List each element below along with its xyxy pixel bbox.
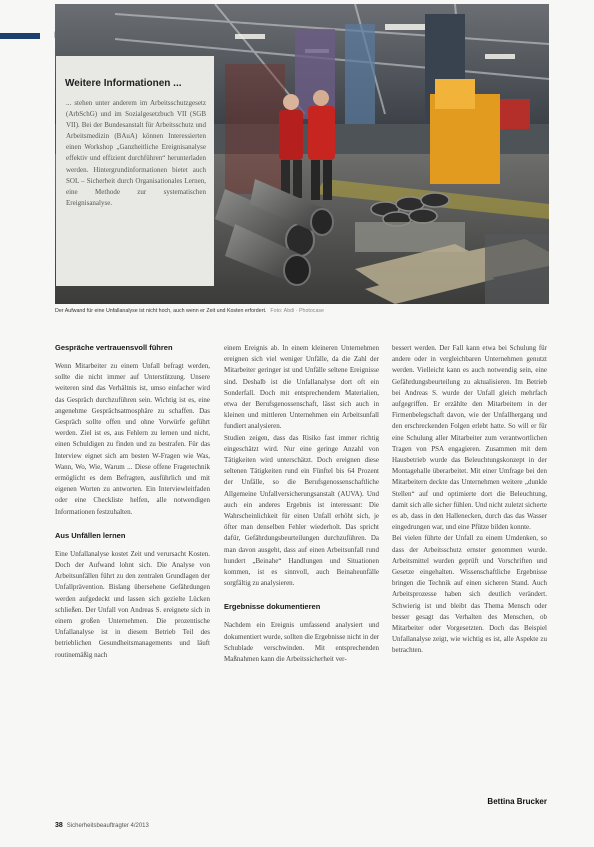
paragraph: Wenn Mitarbeiter zu einem Unfall befragt werden, sollte die nicht immer auf Unterstützung. Unsere weiteren sind das Verhältnis ist, umso einfacher wird das Gespräch durchzuführen sein. Wichtig ist es, eine angenehme Gesprächsatmosphäre zu schaffen. Das Gespräch sollte offen und ohne Vorwürfe geführt werden. Ziel ist es, aus Fehlern zu lernen und nicht, einen Schuldigen zu finden und zu bestrafen. Für das Interview eignet sich am besten W-Fragen wie Was, Wann, Wo, Wie, Warum ... Diese offene Fragetechnik ermöglicht es dem Befragten, ausführlich und mit eigenen Worten zu antworten. Ein Interviewleitfaden oder eine Checkliste helfen, alle notwendigen Informationen festzuhalten. <box>55 362 210 516</box>
section-marker-bar <box>0 33 40 39</box>
info-box-title: Weitere Informationen ... <box>65 78 182 89</box>
journal-name: Sicherheitsbeauftragter 4/2013 <box>66 823 149 829</box>
paragraph: Studien zeigen, dass das Risiko fast immer richtig eingeschätzt wird. Nur eine geringe Anzahl von Tätigkeiten wird unterschätzt. Doch ereignen diese seltenen Tätigkeiten rund ein Fünftel bis 64 Prozent der Unfälle, so die Berufsgenossenschaftliche Allgemeine Unfallversicherungsanstalt (AUVA). Und auch ein anderes Ergebnis ist interessant: Die Wahrscheinlichkeit für einen Unfall erhöht sich, je öfter man denselben Fehler wiederholt. Das spricht dafür, Gefährdungsbeurteilungen durchzuführen. Da man davon ausgeht, dass auf einen Arbeitsunfall rund hundert „Beinahe“ Handlungen und Situationen kommen, ist es sinnvoll, auch Beinaheunfälle sorgfältig zu analysieren. <box>224 433 379 588</box>
paragraph: Bei vielen führte der Unfall zu einem Umdenken, so dass der Arbeitsschutz ernster genommen wurde. Arbeitsmittel wurden geprüft und Vorschriften und Gesetze eingehalten. Wissenschaftliche Ergebnisse bringen die Technik auf einen sicheren Stand. Auch Arbeitsprozesse haben sich deutlich verändert. Schwierig ist und bleibt das Thema Mensch oder besser gesagt das Verhalten des Menschen, ob Mitarbeiter oder Vorgesetzten. Doch das Beispiel Unfallanalyse zeigt, wie wichtig es ist, alle Aspekte zu betrachten. <box>392 534 547 655</box>
subheading-learning: Aus Unfällen lernen <box>55 530 126 540</box>
caption-text: Der Aufwand für eine Unfallanalyse ist nicht hoch, auch wenn er Zeit und Kosten erfordert. <box>55 308 267 314</box>
photo-credit: Foto: Abdi · Photocase <box>270 308 324 314</box>
article-column-3 <box>392 343 547 657</box>
subheading-conversations: Gespräche vertrauensvoll führen <box>55 343 173 352</box>
photo-caption <box>55 308 549 314</box>
paragraph: einem Ereignis ab. In einem kleineren Unternehmen ereignen sich viel weniger Unfälle, da die Zahl der Mitarbeiter geringer ist und Unfälle seltene Ereignisse sind. Deshalb ist die Unfallanalyse dort oft ein Sonderfall. Doch mit entsprechendem Materialien, etwa der Berufsgenossenschaft, lässt sich auch in kleinen und mittleren Unternehmen ein Arbeitsunfall fundiert analysieren. <box>224 344 379 431</box>
paragraph: bessert werden. Der Fall kann etwa bei Schulung für andere oder in vergleichbaren Unternehmen genutzt werden. Vielleicht kann es auch notwendig sein, eine Gefährdungsbeurteilung zu aktualisieren. Im Betrieb bei Andreas S. wurde der Unfall gleich mehrfach aufgegriffen. Er erzählte den Mitarbeitern in der Firmenbelegschaft davon, wie der Unfallhergang und den erschreckenden Folgen erlebt hatte. So will er für eine Schulung aller Mitarbeiter zum verantwortlichen Tragen von PSA engagieren. Zusammen mit dem Hausbetrieb wurde das Beleuchtungskonzept in der Montagehalle überarbeitet. Mit einer Umfrage bei den Mitarbeitern deckte das Unternehmen weitere „dunkle Stellen“ auf und optimierte dort die Beleuchtung, damit sich alle sicher fühlen. Und nicht zuletzt sicherte es ab, dass in den Hallenecken, durch das das Wasser eingedrungen war, und eine Pfütze bilden konnte. <box>392 344 547 532</box>
paragraph: Nachdem ein Ereignis umfassend analysiert und dokumentiert wurde, sollten die Ergebnisse nicht in der Schublade verschwinden. Mit entsprechenden Maßnahmen kann die Arbeitssicherheit ver- <box>224 621 380 664</box>
paragraph: Eine Unfallanalyse kostet Zeit und verursacht Kosten. Doch der Aufwand lohnt sich. Die Analyse von Arbeitsunfällen führt zu den zentralen Grundlagen der Unfallprävention. Bislang übersehene Gefährdungen werden aufgedeckt und lassen sich gezielte Lücken schließen. Der Unfall von Andreas S. ereignete sich in einem großen Unternehmen. Die prozentische Unfallanalyse ist in diesem Betrieb Teil des betrieblichen Gesundheitsmanagements und läuft routinemäßig nach <box>55 549 210 659</box>
page-number: 38 <box>55 822 63 829</box>
article-column-1 <box>55 343 210 661</box>
page-footer <box>55 822 149 829</box>
article-column-2 <box>224 343 379 665</box>
info-box-body: ... stehen unter anderem im Arbeitsschutzgesetz (ArbSchG) und im Sozialgesetzbuch VII (SGB VII). Bei der Bundesanstalt für Arbeitsschutz und Arbeitsmedizin (BAuA) können Interessierten einen Workshop „Ganzheitliche Ereignisanalyse effektiv und effizient durchführen“ herunterladen werden. Hintergrundinformationen bietet auch SOL – Sicherheit durch Organisationales Lernen, eine Methode zur systematischen Ereignisanalyse. <box>66 99 206 207</box>
author-name: Bettina Brucker <box>487 797 547 806</box>
subheading-documentation: Ergebnisse dokumentieren <box>224 602 321 612</box>
